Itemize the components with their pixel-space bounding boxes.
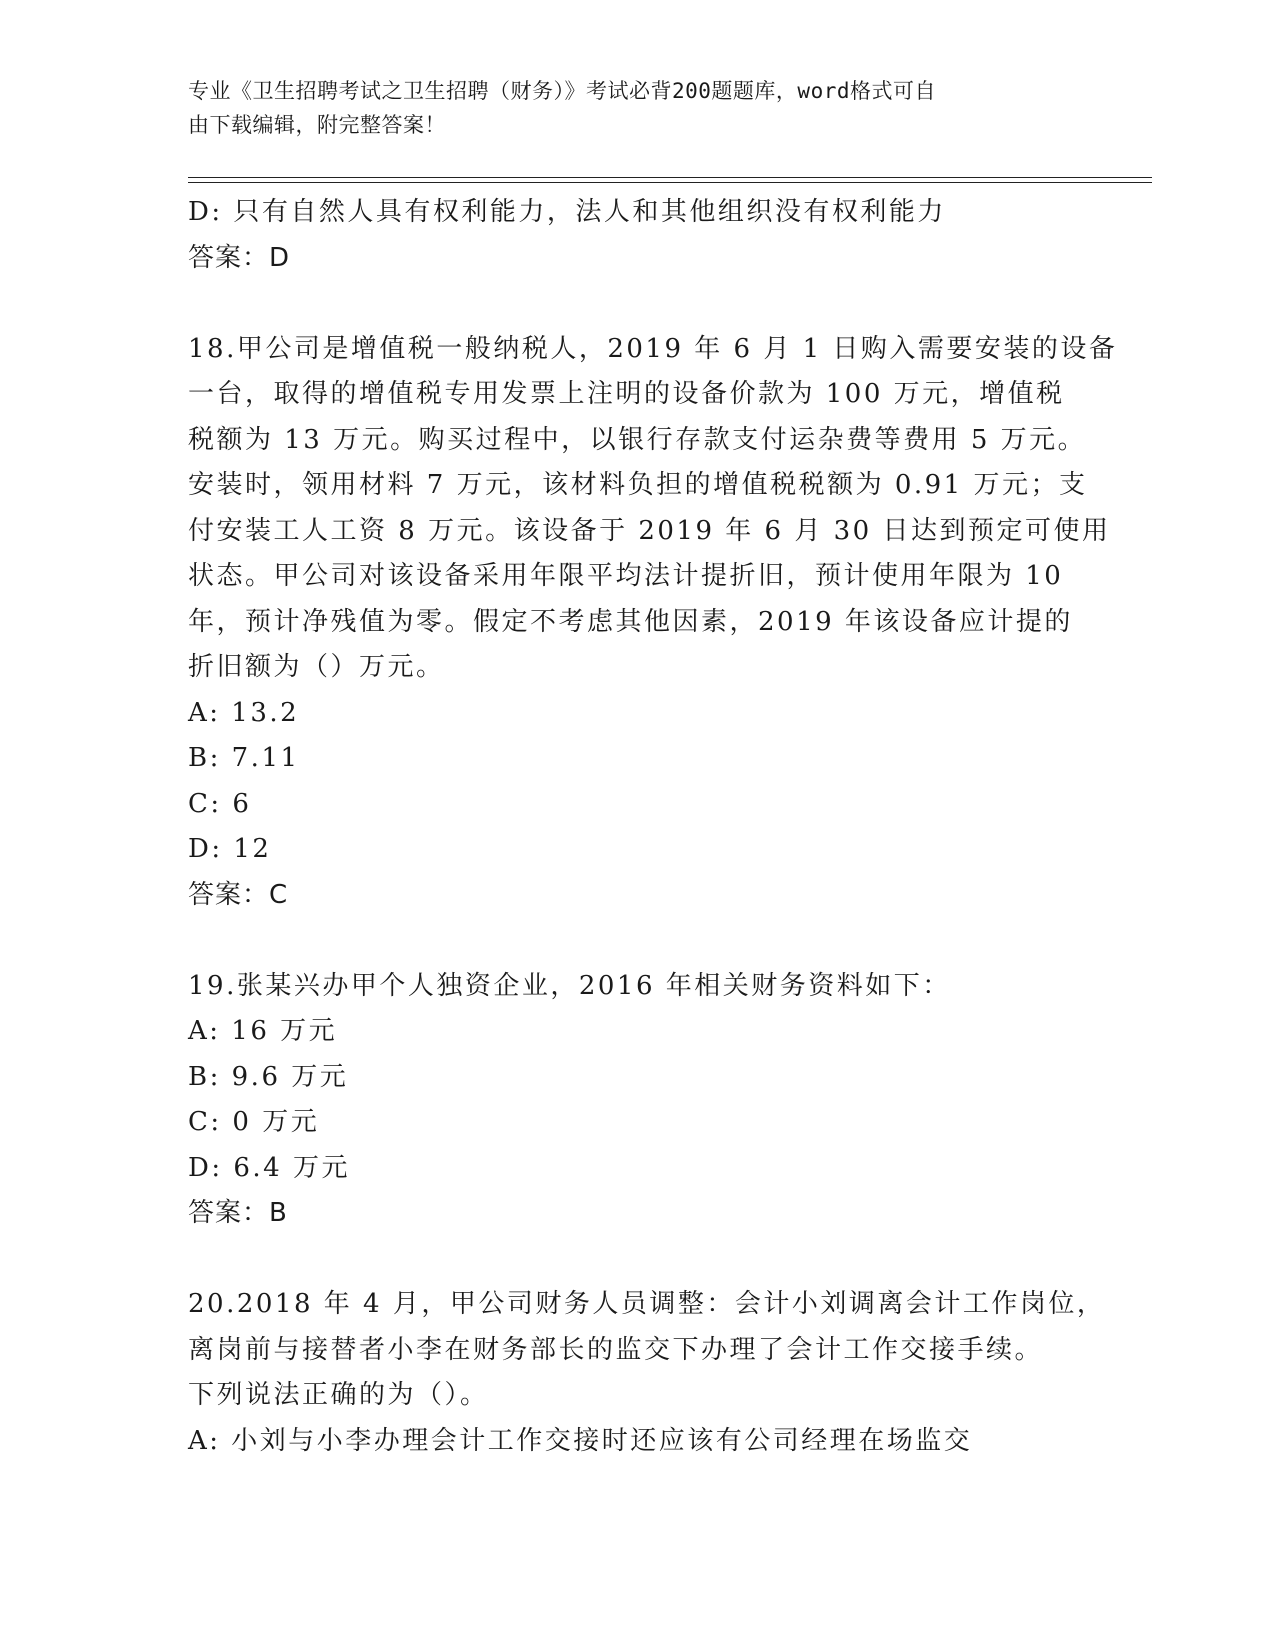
question-text-line: 付安装工人工资 8 万元。该设备于 2019 年 6 月 30 日达到预定可使用 [188,515,1111,546]
previous-question-tail [188,190,1088,281]
question-text-line: 下列说法正确的为（）。 [188,1380,489,1410]
question-18 [188,327,1118,919]
document-body [188,190,1118,1464]
question-text-line: 19.张某兴办甲个人独资企业，2016 年相关财务资料如下： [188,970,951,1001]
option-d: D: 12 [188,834,272,864]
option-c: C: 0 万元 [188,1107,320,1137]
option-d: D: 只有自然人具有权利能力，法人和其他组织没有权利能力 [188,197,946,227]
answer-line: 答案：C [188,879,289,910]
question-20 [188,1282,1106,1464]
answer-line: 答案：B [188,1198,288,1228]
question-text-line: 离岗前与接替者小李在财务部长的监交下办理了会计工作交接手续。 [188,1334,1044,1365]
option-d: D: 6.4 万元 [188,1152,350,1183]
document-header [188,74,1068,142]
header-divider-bottom [188,182,1152,183]
spacer [188,1237,1088,1283]
answer-line: 答案：D [188,242,291,273]
header-line-1: 专业《卫生招聘考试之卫生招聘（财务）》考试必背200题题库，word格式可自 [188,79,936,103]
option-b: B: 7.11 [188,743,300,773]
question-text-line: 20.2018 年 4 月，甲公司财务人员调整：会计小刘调离会计工作岗位， [188,1289,1106,1319]
header-divider-top [188,177,1152,178]
spacer [188,918,1088,964]
option-a: A: 16 万元 [188,1016,338,1046]
question-text-line: 折旧额为（）万元。 [188,652,445,682]
question-text-line: 一台，取得的增值税专用发票上注明的设备价款为 100 万元，增值税 [188,379,1065,409]
question-text-line: 安装时，领用材料 7 万元，该材料负担的增值税税额为 0.91 万元；支 [188,470,1088,500]
question-text-line: 税额为 13 万元。购买过程中，以银行存款支付运杂费等费用 5 万元。 [188,424,1087,455]
question-text-line: 年，预计净残值为零。假定不考虑其他因素，2019 年该设备应计提的 [188,606,1073,637]
question-text-line: 18.甲公司是增值税一般纳税人，2019 年 6 月 1 日购入需要安装的设备 [188,333,1118,364]
question-19 [188,964,1088,1237]
option-b: B: 9.6 万元 [188,1061,349,1092]
option-c: C: 6 [188,788,252,819]
option-a: A: 13.2 [188,697,300,728]
option-a: A: 小刘与小李办理会计工作交接时还应该有公司经理在场监交 [188,1425,973,1456]
question-text-line: 状态。甲公司对该设备采用年限平均法计提折旧，预计使用年限为 10 [188,561,1064,591]
header-line-2: 由下载编辑，附完整答案！ [188,113,446,137]
spacer [188,281,1088,327]
